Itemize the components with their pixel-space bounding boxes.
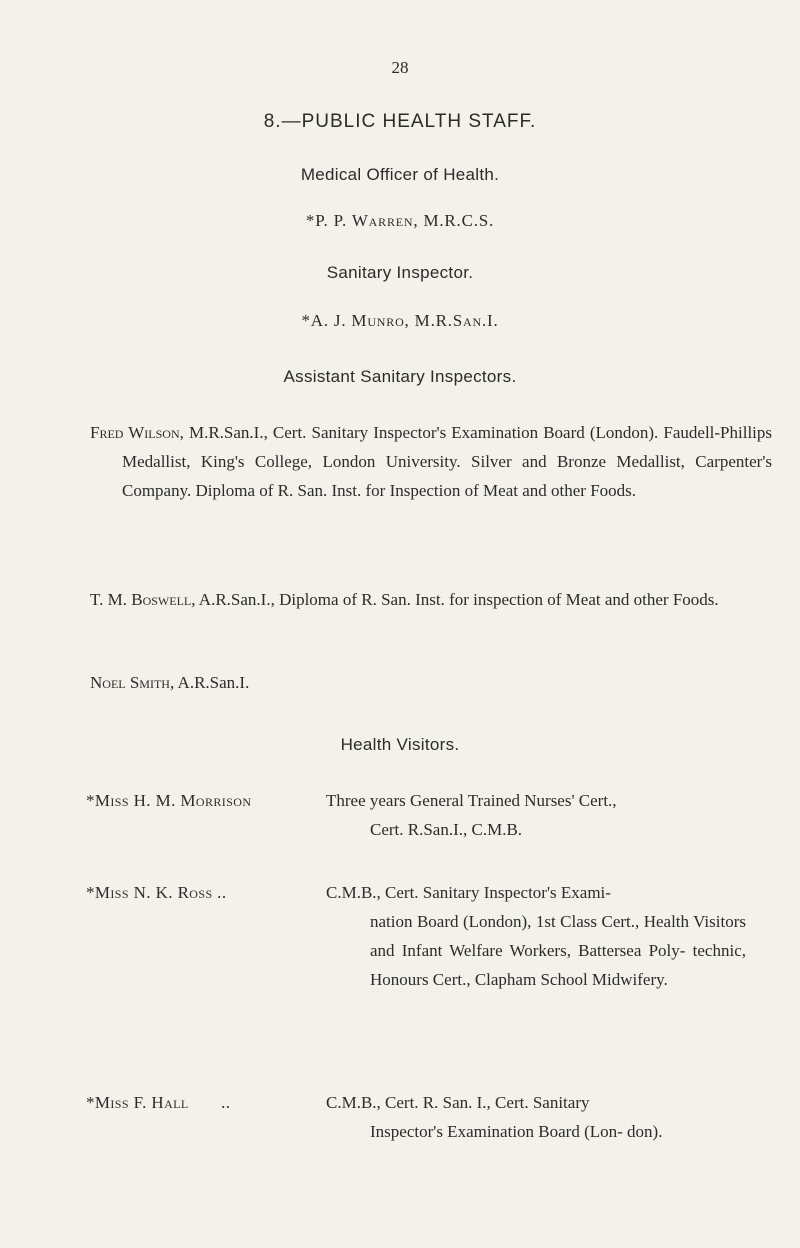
visitor-name: *Miss H. M. Morrison: [86, 791, 252, 810]
assistant-inspector-entry: [90, 585, 772, 614]
inspector-name: Noel Smith: [90, 673, 170, 692]
visitor-qualifications: C.M.B., Cert. Sanitary Inspector's Exami- nation Board (London), 1st Class Cert., Health Visitors and Infant Welfare Workers, Battersea Poly- technic, Honours Cert., Clapham School Midwifery.: [326, 883, 746, 989]
sanitary-inspector-name: *A. J. Munro, M.R.San.I.: [301, 311, 499, 330]
visitor-name: *Miss N. K. Ross ..: [86, 883, 227, 902]
sanitary-inspector-heading: Sanitary Inspector.: [326, 263, 474, 282]
section-title: 8.—PUBLIC HEALTH STAFF.: [263, 111, 537, 132]
inspector-name: T. M. Boswell: [90, 590, 192, 609]
moh-heading: Medical Officer of Health.: [300, 165, 500, 184]
health-visitors-heading: Health Visitors.: [340, 735, 460, 754]
moh-name: *P. P. Warren, M.R.C.S.: [305, 211, 495, 230]
assistant-inspector-entry: [90, 668, 772, 697]
inspector-details: , A.R.San.I., Diploma of R. San. Inst. for inspection of Meat and other Foods.: [191, 590, 719, 609]
visitor-qualifications: Three years General Trained Nurses' Cert., Cert. R.San.I., C.M.B.: [326, 791, 617, 839]
visitor-qualifications: C.M.B., Cert. R. San. I., Cert. Sanitary Inspector's Examination Board (Lon- don).: [326, 1093, 663, 1141]
assistant-inspector-entry: [90, 418, 772, 505]
inspector-details: , A.R.San.I.: [169, 673, 250, 692]
page-number: 28: [391, 58, 409, 77]
inspector-details: , M.R.San.I., Cert. Sanitary Inspector's Examination Board (London). Faudell-Phillips Medallist, King's College, London University. Silver and Bronze Medallist, Carpenter's Company. Diploma of R. San. Inst. for Inspection of Meat and other Foods.: [122, 423, 773, 500]
visitor-name: *Miss F. Hall ..: [86, 1093, 231, 1112]
inspector-name: Fred Wilson: [90, 423, 180, 442]
assistant-inspectors-heading: Assistant Sanitary Inspectors.: [283, 367, 517, 386]
